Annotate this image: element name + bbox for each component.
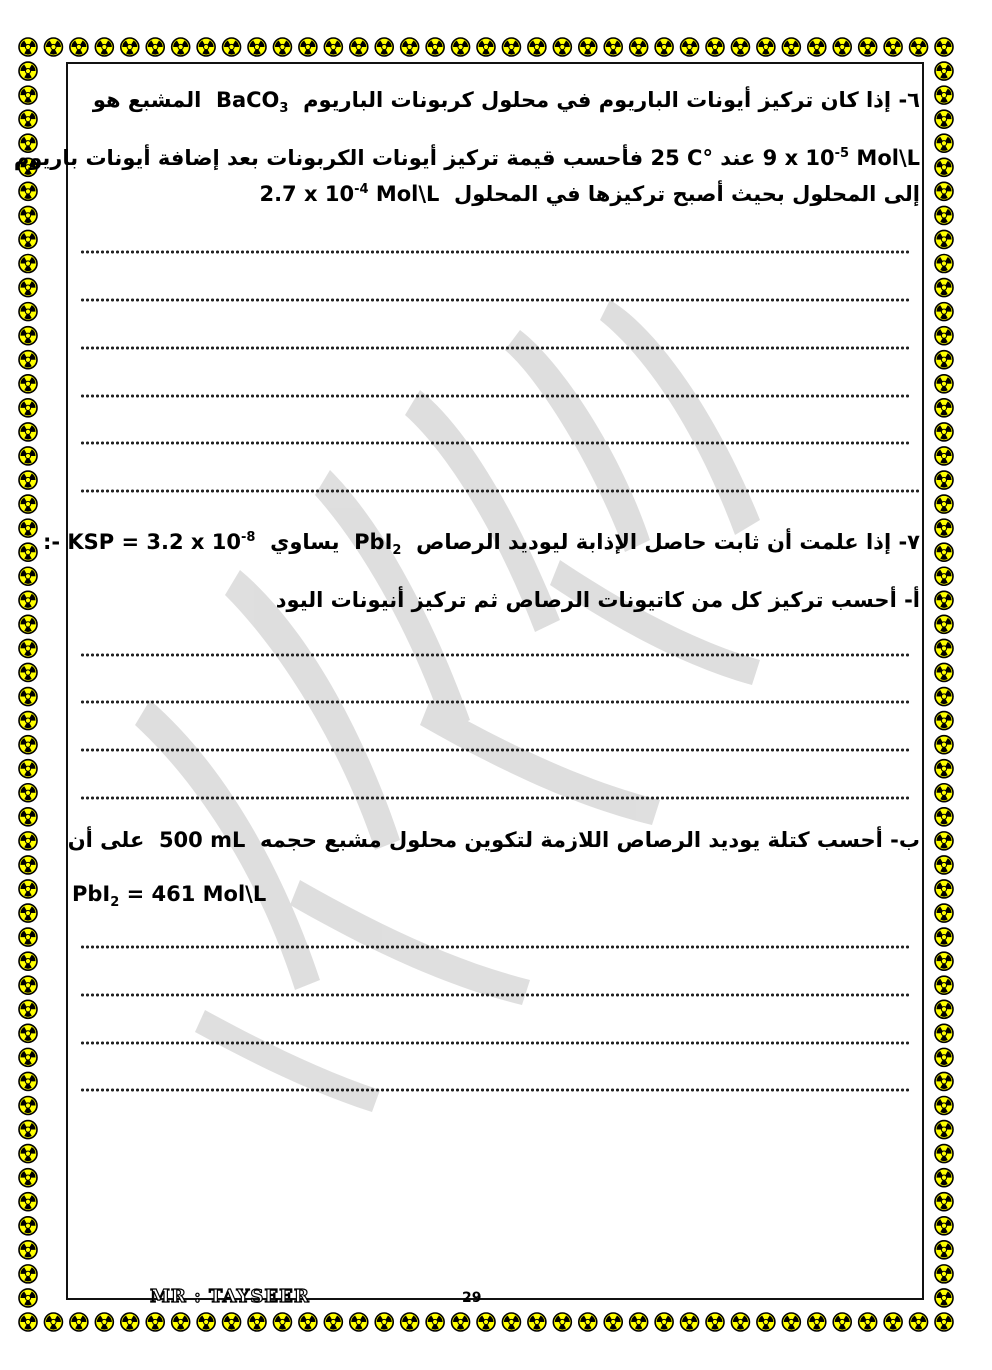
page-number: 29 [462, 1290, 482, 1306]
author-name: MR : TAYSEER [150, 1286, 310, 1307]
answer-line[interactable] [80, 346, 910, 350]
answer-line[interactable] [80, 796, 910, 800]
answer-line[interactable] [80, 748, 910, 752]
answer-line[interactable] [80, 1041, 910, 1045]
answer-line[interactable] [80, 250, 910, 254]
q7-colon: :- [42, 530, 61, 554]
q6-line-2 [14, 146, 920, 170]
q6-question: فأحسب قيمة تركيز أيونات الكربونات بعد إضافة أيونات باريوم [13, 146, 644, 170]
q7-part-b-tail: على أن [67, 828, 145, 852]
q7-part-b-text: ب- أحسب كتلة يوديد الرصاص اللازمة لتكوين محلول مشبع حجمه [259, 828, 920, 852]
q7-molar-mass: PbI$_2$ = 461 Mol\L [72, 882, 267, 911]
q7-volume: 500 mL [158, 828, 246, 852]
q6-line-1 [93, 88, 920, 116]
q6-intro: ٦- إذا كان تركيز أيونات الباريوم في محلول كربونات الباريوم [303, 88, 920, 112]
answer-line[interactable] [80, 441, 910, 445]
q6-solution-text: إلى المحلول بحيث أصبح تركيزها في المحلول [454, 182, 920, 206]
answer-line[interactable] [80, 993, 910, 997]
q6-concentration: 9 x $10^{-5}$ Mol\L [762, 146, 920, 170]
answer-line[interactable] [80, 700, 910, 704]
q7-equals-word: يساوي [270, 530, 340, 554]
q7-formula: PbI$_2$ [354, 530, 402, 559]
q6-at: عند [720, 146, 756, 170]
answer-line[interactable] [80, 945, 910, 949]
q7-ksp: KSP = 3.2 x $10^{-8}$ [67, 530, 256, 554]
answer-line[interactable] [80, 298, 910, 302]
q6-final-concentration: 2.7 x $10^{-4}$ Mol\L [259, 182, 440, 206]
q6-line-3 [259, 182, 920, 206]
answer-line[interactable] [80, 489, 920, 493]
q7-part-b [68, 828, 920, 852]
q7-intro: ٧- إذا علمت أن ثابت حاصل الإذابة ليوديد الرصاص [416, 530, 920, 554]
answer-line[interactable] [80, 1088, 910, 1092]
q7-part-a: أ- أحسب تركيز كل من كاتيونات الرصاص ثم تركيز أنيونات اليود [275, 588, 920, 612]
q7-line-1 [43, 530, 920, 558]
q6-saturated: المشبع هو [92, 88, 202, 112]
answer-line[interactable] [80, 394, 910, 398]
q6-temperature: 25 C° [650, 146, 713, 170]
answer-line[interactable] [80, 653, 910, 657]
q6-formula: BaCO$_3$ [215, 88, 289, 117]
